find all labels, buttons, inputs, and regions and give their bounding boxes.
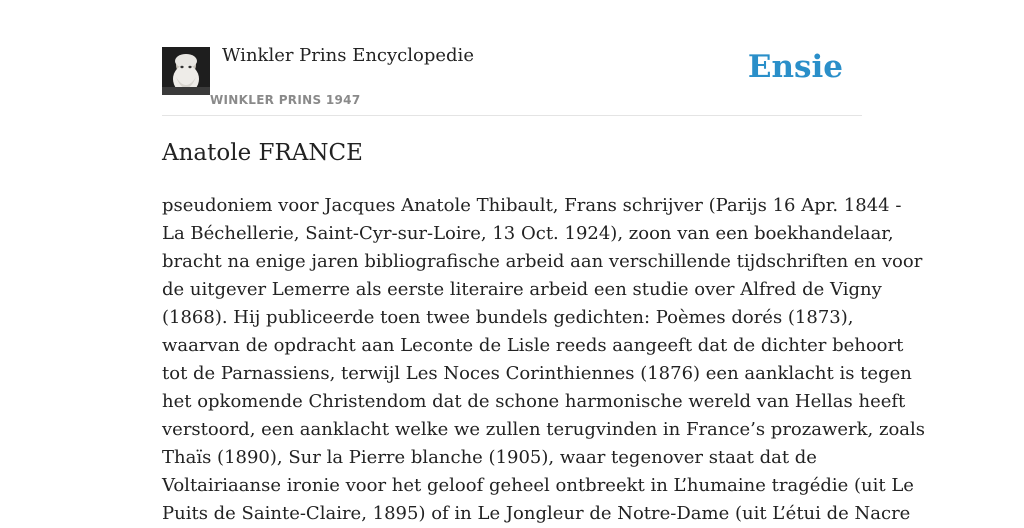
article-line: het opkomende Christendom dat de schone harmonische wereld van Hellas heeft [162, 391, 906, 412]
source-avatar[interactable] [162, 47, 210, 95]
article-line: waarvan de opdracht aan Leconte de Lisle reeds aangeeft dat de dichter behoort [162, 335, 904, 356]
brand-logo-link[interactable]: Ensie [747, 49, 843, 85]
content-container [162, 0, 926, 524]
article-line: de uitgever Lemerre als eerste literaire arbeid een studie over Alfred de Vigny [162, 279, 882, 300]
article-line: Puits de Sainte-Claire, 1895) of in Le Jongleur de Notre-Dame (uit L’étui de Nacre [162, 503, 911, 524]
article-line: La Béchellerie, Saint-Cyr-sur-Loire, 13 Oct. 1924), zoon van een boekhandelaar, [162, 223, 894, 244]
source-title[interactable]: Winkler Prins Encyclopedie [222, 45, 474, 66]
article-line: pseudoniem voor Jacques Anatole Thibault, Frans schrijver (Parijs 16 Apr. 1844 - [162, 195, 902, 216]
article-body [162, 192, 926, 528]
article-title: Anatole FRANCE [162, 140, 363, 166]
article-line: Thaïs (1890), Sur la Pierre blanche (1905), waar tegenover staat dat de [162, 447, 817, 468]
article-line: bracht na enige jaren bibliografische arbeid aan verschillende tijdschriften en voor [162, 251, 923, 272]
bearded-portrait-icon [162, 47, 210, 95]
article-line: tot de Parnassiens, terwijl Les Noces Corinthiennes (1876) een aanklacht is tegen [162, 363, 912, 384]
article-line: verstoord, een aanklacht welke we zullen terugvinden in France’s prozawerk, zoals [162, 419, 926, 440]
article-line: Voltairiaanse ironie voor het geloof geheel ontbreekt in L’humaine tragédie (uit Le [162, 475, 914, 496]
source-subtitle[interactable]: WINKLER PRINS 1947 [210, 93, 361, 107]
article-line: (1868). Hij publiceerde toen twee bundels gedichten: Poèmes dorés (1873), [162, 307, 854, 328]
source-header [162, 0, 862, 116]
